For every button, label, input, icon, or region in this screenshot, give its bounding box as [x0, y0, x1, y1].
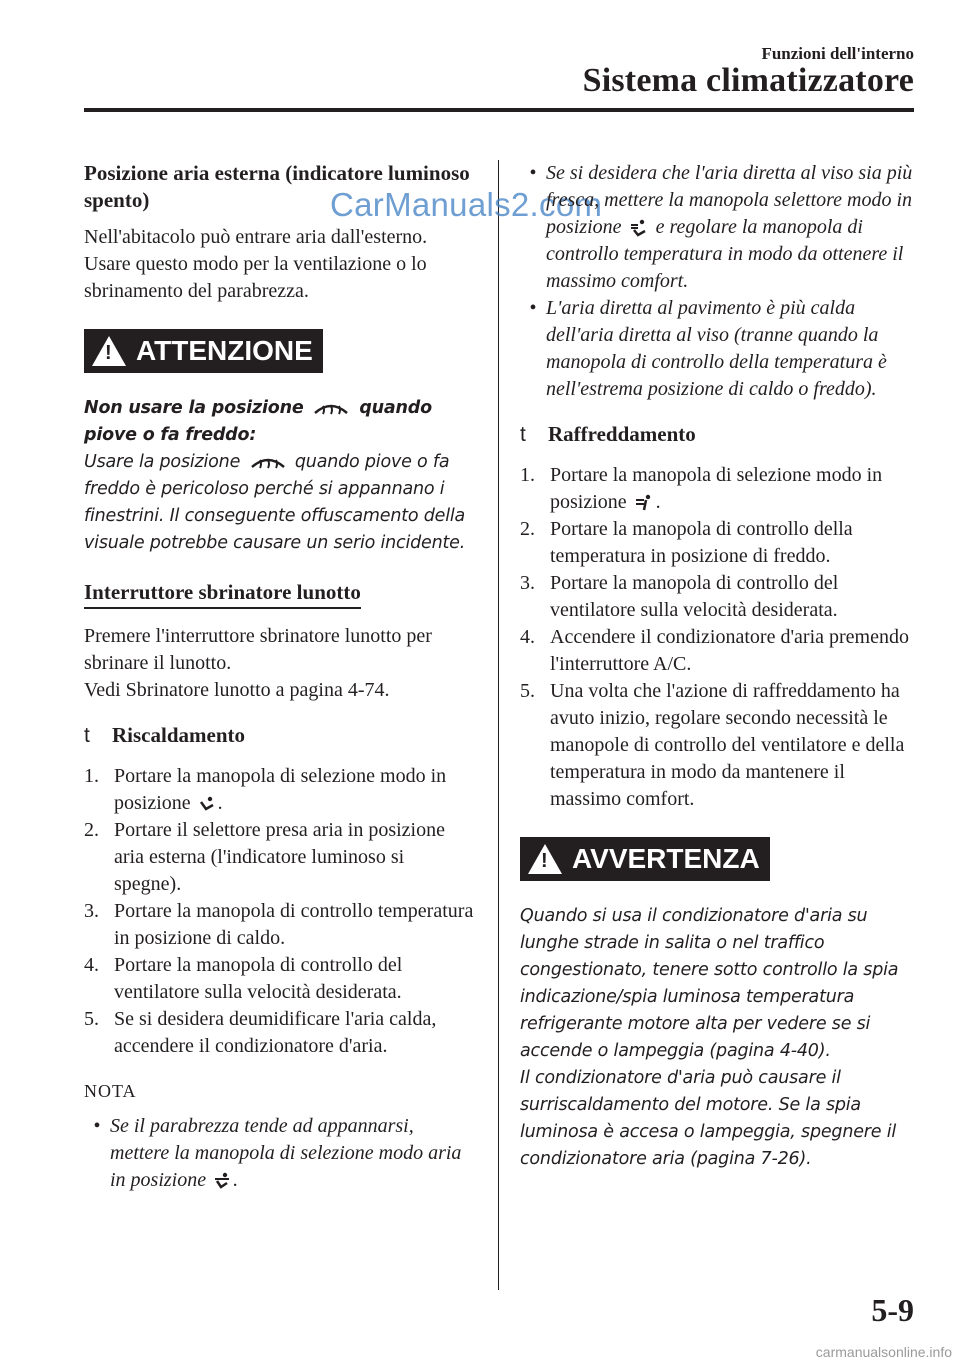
rear-defroster-heading: Interruttore sbrinatore lunotto	[84, 579, 361, 609]
left-column	[84, 160, 474, 1194]
caution-label: ATTENZIONE	[136, 335, 313, 366]
note-list	[84, 1113, 474, 1194]
defrost-mode-icon	[311, 399, 351, 417]
bullet-dot: •	[529, 162, 537, 184]
list-item	[520, 462, 920, 516]
note-text	[546, 160, 920, 295]
step-number: 1.	[520, 464, 535, 486]
vent-mode-icon	[634, 494, 654, 512]
section-marker: t	[84, 724, 90, 747]
step-text: Portare la manopola di controllo del ventilatore sulla velocità desiderata.	[114, 954, 403, 1003]
step-number: 2.	[520, 518, 535, 540]
header-rule	[84, 108, 914, 112]
list-item	[520, 570, 920, 624]
step-number: 5.	[84, 1008, 99, 1030]
step-number: 3.	[520, 572, 535, 594]
page-number: 5-9	[871, 1292, 914, 1328]
warning-badge	[520, 837, 770, 881]
step-text: Portare la manopola di controllo del ventilatore sulla velocità desiderata.	[550, 572, 839, 621]
note-label: NOTA	[84, 1081, 137, 1101]
warning-label: AVVERTENZA	[572, 843, 760, 874]
list-item	[520, 624, 920, 678]
note-text-a: Se si desidera che l'aria diretta al viso sia più fresca, mettere la manopola selettore modo in posizione	[546, 162, 913, 238]
caution-heading-a: Non usare la posizione	[84, 398, 304, 418]
list-item	[84, 817, 474, 898]
floor-mode-icon	[198, 796, 216, 812]
step-text: Portare la manopola di selezione modo in posizione .	[114, 765, 447, 814]
step-text: Portare la manopola di controllo della temperatura in posizione di freddo.	[550, 518, 853, 567]
watermark-logo: CarManuals2.com	[330, 186, 603, 223]
step-text: Se si desidera deumidificare l'aria calda, accendere il condizionatore d'aria.	[114, 1008, 437, 1057]
list-item	[520, 516, 920, 570]
cooling-heading	[520, 421, 920, 448]
step-text-content: Portare la manopola di selezione modo in posizione	[550, 464, 883, 513]
note-text-b: e regolare la manopola di controllo temperatura in modo da ottenere il massimo comfort.	[546, 216, 904, 292]
note-text-content: Se il parabrezza tende ad appannarsi, mettere la manopola di selezione modo aria in posizione	[110, 1115, 462, 1191]
cooling-title: Raffreddamento	[548, 422, 696, 446]
rear-defroster-text: Premere l'interruttore sbrinatore lunotto per sbrinare il lunotto.	[84, 625, 432, 674]
caution-text-a: Usare la posizione	[84, 452, 241, 472]
note-text: L'aria diretta al pavimento è più calda dell'aria diretta al viso (tranne quando la manopola di controllo della temperatura è nell'estrema posizione di caldo o freddo).	[546, 297, 887, 400]
rear-defroster-ref: Vedi Sbrinatore lunotto a pagina 4-74.	[84, 679, 390, 701]
list-item	[84, 1006, 474, 1060]
step-text: Portare la manopola di selezione modo in posizione .	[550, 464, 883, 513]
floor-defrost-mode-icon	[213, 1172, 231, 1190]
step-text: Una volta che l'azione di raffreddamento ha avuto inizio, regolare secondo necessità le manopole di controllo del ventilatore e della temperatura in modo da mantenere il massimo comfort.	[550, 680, 905, 810]
note-list-continued	[520, 160, 920, 403]
outside-air-heading: Posizione aria esterna (indicatore luminoso spento)	[84, 161, 470, 212]
page-title: Sistema climatizzatore	[582, 62, 914, 99]
bi-level-mode-icon	[629, 219, 649, 237]
header-section: Funzioni dell'interno	[761, 44, 914, 63]
warning-text-2: Il condizionatore d'aria può causare il surriscaldamento del motore. Se la spia luminosa è accesa o lampeggia, spegnere il condizionatore aria (pagina 7-26).	[520, 1068, 897, 1169]
step-number: 5.	[520, 680, 535, 702]
bullet-dot: •	[529, 297, 537, 319]
note-text: Se il parabrezza tende ad appannarsi, mettere la manopola di selezione modo aria in posizione .	[110, 1115, 462, 1191]
column-divider	[498, 160, 499, 1290]
footer-watermark: carmanualsonline.info	[815, 1344, 952, 1360]
heating-title: Riscaldamento	[112, 723, 245, 747]
warning-text: Quando si usa il condizionatore d'aria su lunghe strade in salita o nel traffico congestionato, tenere sotto controllo la spia indicazione/spia luminosa temperatura refrigerante motore alta per vedere se si accende o lampeggia (pagina 4-40).	[520, 906, 899, 1061]
bullet-dot: •	[93, 1115, 101, 1137]
defrost-mode-icon	[248, 453, 288, 471]
step-text: Portare la manopola di controllo temperatura in posizione di caldo.	[114, 900, 474, 949]
step-number: 1.	[84, 765, 99, 787]
step-text-content: Portare la manopola di selezione modo in posizione	[114, 765, 447, 814]
heating-steps	[84, 763, 474, 1060]
caution-heading-b: quando piove o fa freddo:	[84, 398, 432, 445]
list-item	[520, 295, 920, 403]
caution-badge	[84, 329, 323, 373]
list-item	[84, 952, 474, 1006]
list-item	[520, 160, 920, 295]
cooling-steps	[520, 462, 920, 813]
warning-triangle-icon: !	[528, 844, 562, 874]
section-marker: t	[520, 423, 526, 446]
step-number: 3.	[84, 900, 99, 922]
step-number: 2.	[84, 819, 99, 841]
list-item	[84, 1113, 474, 1194]
heating-heading	[84, 722, 474, 749]
list-item	[84, 898, 474, 952]
caution-heading	[84, 395, 474, 449]
right-column	[520, 160, 920, 1173]
list-item	[520, 678, 920, 813]
caution-text-b: quando piove o fa freddo è pericoloso perché si appannano i finestrini. Il conseguente offuscamento della visuale potrebbe causare un serio incidente.	[84, 452, 466, 553]
outside-air-text: Nell'abitacolo può entrare aria dall'esterno. Usare questo modo per la ventilazione o lo sbrinamento del parabrezza.	[84, 226, 428, 302]
step-text: Portare il selettore presa aria in posizione aria esterna (l'indicatore luminoso si spegne).	[114, 819, 445, 895]
list-item	[84, 763, 474, 817]
step-text: Accendere il condizionatore d'aria premendo l'interruttore A/C.	[550, 626, 909, 675]
step-number: 4.	[520, 626, 535, 648]
step-number: 4.	[84, 954, 99, 976]
warning-triangle-icon: !	[92, 336, 126, 366]
caution-text	[84, 449, 474, 557]
